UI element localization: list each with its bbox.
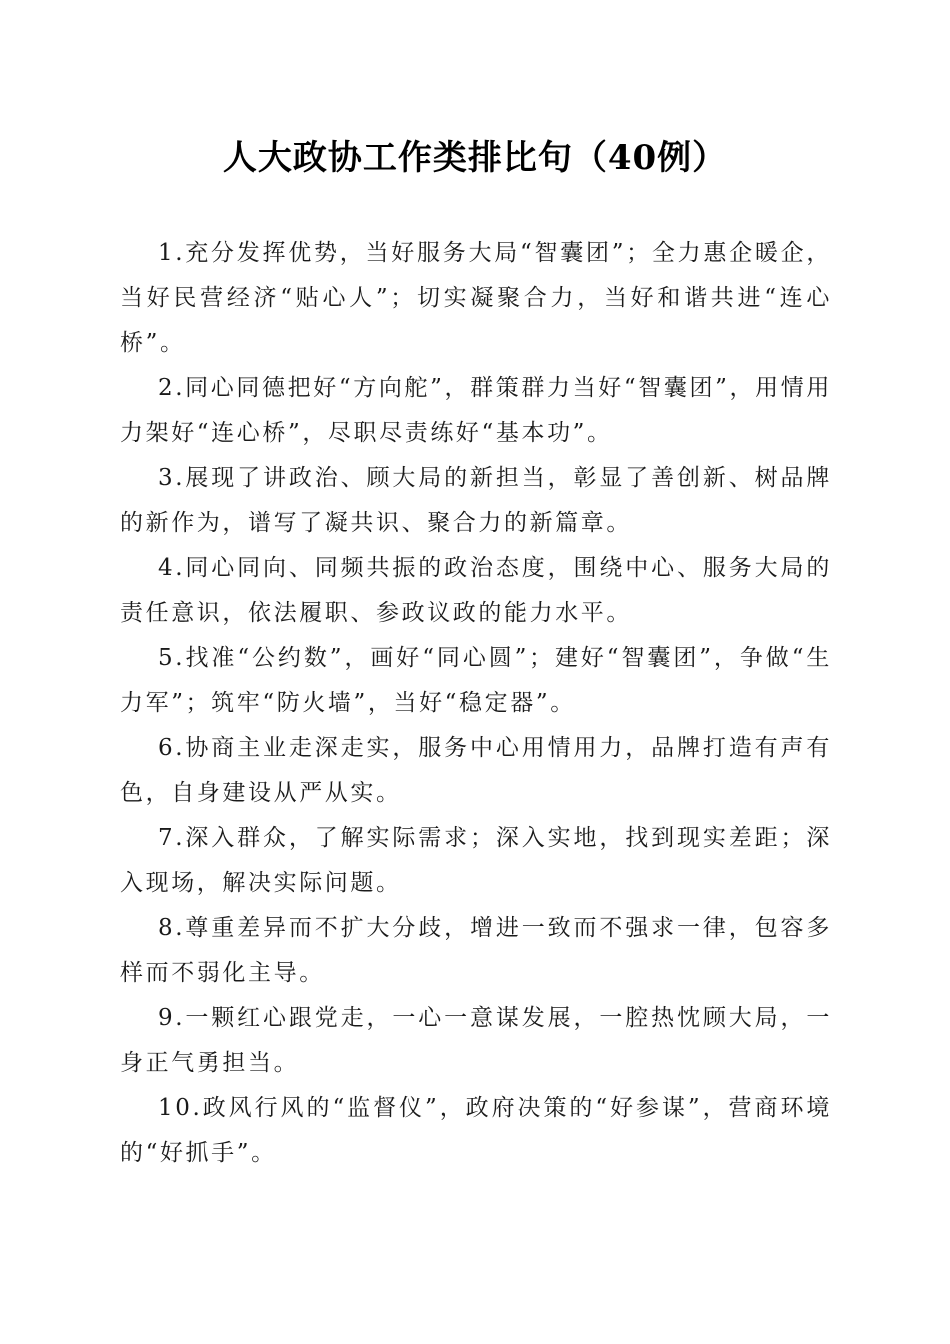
paragraph-2: 2.同心同德把好“方向舵”，群策群力当好“智囊团”，用情用力架好“连心桥”，尽职尽责练好“基本功”。 — [120, 375, 832, 446]
paragraph-5: 5.找准“公约数”，画好“同心圆”；建好“智囊团”，争做“生力军”；筑牢“防火墙”，当好“稳定器”。 — [120, 645, 832, 716]
paragraph-4: 4.同心同向、同频共振的政治态度，围绕中心、服务大局的责任意识，依法履职、参政议政的能力水平。 — [120, 555, 832, 626]
paragraph-8: 8.尊重差异而不扩大分歧，增进一致而不强求一律，包容多样而不弱化主导。 — [120, 915, 832, 986]
paragraph-9: 9.一颗红心跟党走，一心一意谋发展，一腔热忱顾大局，一身正气勇担当。 — [120, 1005, 832, 1076]
paragraph-1: 1.充分发挥优势，当好服务大局“智囊团”；全力惠企暖企，当好民营经济“贴心人”；切实凝聚合力，当好和谐共进“连心桥”。 — [120, 240, 832, 356]
document-body — [120, 231, 832, 1176]
document-title: 人大政协工作类排比句（40例） — [222, 138, 728, 178]
paragraph-10: 10.政风行风的“监督仪”，政府决策的“好参谋”，营商环境的“好抓手”。 — [120, 1095, 832, 1166]
paragraph-7: 7.深入群众，了解实际需求；深入实地，找到现实差距；深入现场，解决实际问题。 — [120, 825, 832, 896]
paragraph-3: 3.展现了讲政治、顾大局的新担当，彰显了善创新、树品牌的新作为，谱写了凝共识、聚合力的新篇章。 — [120, 465, 832, 536]
paragraph-6: 6.协商主业走深走实，服务中心用情用力，品牌打造有声有色，自身建设从严从实。 — [120, 735, 832, 806]
